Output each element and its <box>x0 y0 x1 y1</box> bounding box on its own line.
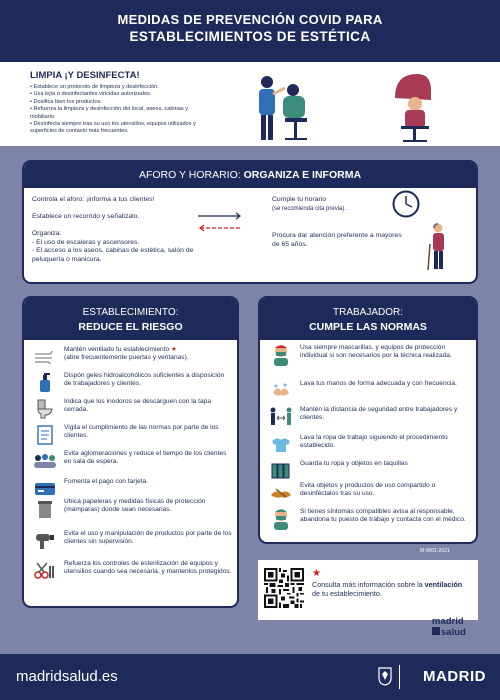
limpia-title: LIMPIA ¡Y DESINFECTA! <box>30 70 140 81</box>
aforo-card <box>22 160 478 284</box>
trabajador-card <box>258 296 478 544</box>
list-item: Mantén la distancia de seguridad entre trabajadores y clientes. <box>268 406 468 428</box>
toilet-icon <box>32 398 58 420</box>
aforo-right-1: Cumple tu horario (se recomienda cita previa). <box>272 196 347 212</box>
trabajador-title: TRABAJADOR: CUMPLE LAS NORMAS <box>260 298 476 340</box>
star-icon: ★ <box>312 568 321 579</box>
list-item: Refuerza los controles de esterilización de equipos y utensilios cuando sea necesaria, y mantenlos protegidos. <box>32 560 232 582</box>
aforo-left-1: Controla el aforo: ¡informa a tus clientes! <box>32 196 155 203</box>
aforo-title: AFORO Y HORARIO: ORGANIZA E INFORMA <box>24 162 476 188</box>
salon-illustration <box>245 68 445 144</box>
list-item: • Desinfecta siempre tras su uso los utensilios, equipos utilizados y superficies de contacto más frecuentes. <box>30 121 210 136</box>
list-item: Ubica papeleras y medidas físicas de protección (mamparas) donde sean necesarias. <box>32 498 232 520</box>
list-item: Mantén ventilado tu establecimiento ★ (abre frecuentemente puertas y ventanas). <box>32 346 232 368</box>
distance-icon <box>268 406 294 428</box>
shirt-icon <box>268 434 294 456</box>
sick-worker-icon <box>268 508 294 530</box>
document-code: M-9001-2021 <box>420 548 450 554</box>
header-line-2: ESTABLECIMIENTOS DE ESTÉTICA <box>129 29 371 44</box>
hairdryer-icon <box>32 530 58 552</box>
list-item: Evita aglomeraciones y reduce el tiempo de los clientes en sala de espera. <box>32 450 232 472</box>
scissors-icon <box>32 560 58 582</box>
madrid-crest-icon <box>378 666 392 686</box>
gel-bottle-icon <box>32 372 58 394</box>
route-arrows-icon <box>196 210 244 234</box>
list-item: • Usa lejía o desinfectantes viricidas autorizados. <box>30 91 210 98</box>
checklist-icon <box>32 424 58 446</box>
madrid-salud-logo: madrid salud <box>432 616 466 638</box>
ventilation-icon <box>32 346 58 368</box>
aforo-right-2: Procura dar atención preferente a mayores de 65 años. <box>272 232 402 248</box>
list-item: • Dosifica bien los productos. <box>30 99 210 106</box>
mask-worker-icon <box>268 344 294 366</box>
card-payment-icon <box>32 478 58 500</box>
handwash-icon <box>268 380 294 402</box>
city-name: MADRID <box>423 668 486 685</box>
list-item: Lava la ropa de trabajo siguiendo el procedimiento establecido. <box>268 434 468 456</box>
list-item: Guarda tu ropa y objetos en taquillas <box>268 460 468 482</box>
limpia-list <box>30 84 210 136</box>
list-item: Dispón geles hidroalcohólicos suficientes a disposición de trabajadores y clientes. <box>32 372 232 394</box>
star-icon: ★ <box>171 346 177 353</box>
list-item: • Establece un protocolo de limpieza y desinfección. <box>30 84 210 91</box>
limpia-section <box>0 62 500 146</box>
list-item: Vigila el cumplimiento de las normas por parte de los clientes. <box>32 424 232 446</box>
footer-divider <box>399 665 400 689</box>
website-link[interactable]: madridsalud.es <box>16 668 118 685</box>
list-item: Si tienes síntomas compatibles avisa al responsable, abandona tu puesto de trabajo y contacta con el médico. <box>268 508 468 530</box>
page-footer <box>0 654 500 700</box>
list-item: Evita el uso y manipulación de productos por parte de los clientes sin supervisión. <box>32 530 232 552</box>
consult-box <box>258 560 478 620</box>
list-item: Evita objetos y productos de uso compartido o desinféctalos tras su uso. <box>268 482 468 504</box>
list-item: Usa siempre mascarillas, y equipos de protección individual si son necesarios por la técnica realizada. <box>268 344 468 366</box>
clock-icon <box>392 190 420 218</box>
qr-code-icon[interactable] <box>264 568 304 608</box>
establecimiento-card <box>22 296 239 608</box>
lockers-icon <box>268 460 294 482</box>
aforo-left-2: Establece un recorrido y señalizalo. <box>32 213 140 220</box>
list-item: Indica que los inodoros se descarguen con la tapa cerrada. <box>32 398 232 420</box>
list-item: Fomenta el pago con tarjeta. <box>32 478 232 500</box>
elderly-person-icon <box>426 222 450 272</box>
list-item: • Refuerza la limpieza y desinfección del local, aseos, cabinas y mobiliario. <box>30 106 210 121</box>
establecimiento-title: ESTABLECIMIENTO: REDUCE EL RIESGO <box>24 298 237 340</box>
crowd-icon <box>32 450 58 472</box>
consult-text: Consulta más información sobre la ventilación de tu establecimiento. <box>312 580 463 598</box>
no-share-icon <box>268 482 294 504</box>
aforo-left-3: Organiza: - El uso de escaleras y ascensores. - El acceso a los aseos, cabinas de estética, salón de peluquería o manicura. <box>32 230 194 263</box>
list-item: Lava tus manos de forma adecuada y con frecuencia. <box>268 380 468 402</box>
bin-icon <box>32 498 58 520</box>
header-line-1: MEDIDAS DE PREVENCIÓN COVID PARA <box>117 12 383 27</box>
page-header <box>0 0 500 62</box>
